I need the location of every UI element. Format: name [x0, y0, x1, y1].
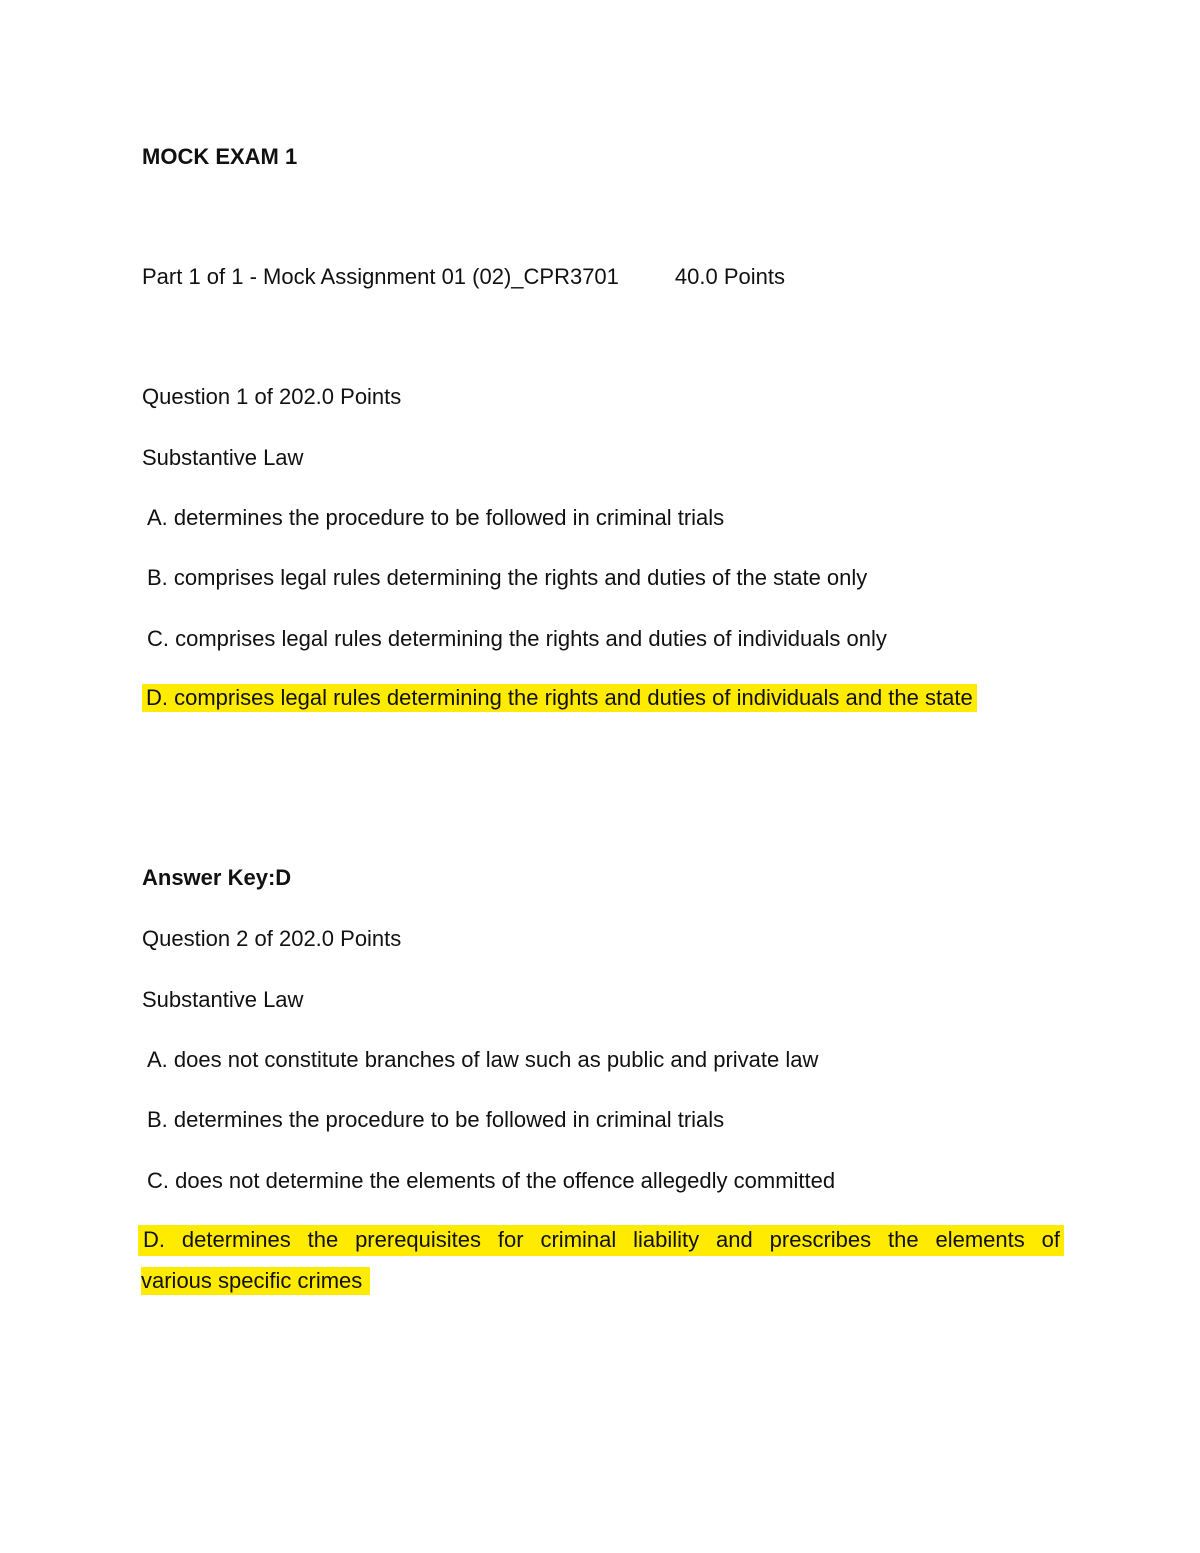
question-2-option-d-highlight-1: D. determines the prerequisites for criminal liability and prescribes the elements of — [138, 1225, 1064, 1256]
question-1-option-d-highlight: D. comprises legal rules determining the rights and duties of individuals and the state — [142, 684, 977, 712]
question-2-option-d-highlight-2: various specific crimes — [141, 1267, 370, 1295]
question-1-option-a: A. determines the procedure to be followed in criminal trials — [147, 505, 725, 530]
question-1-header: Question 1 of 202.0 Points — [142, 384, 402, 409]
part-points: 40.0 Points — [674, 264, 785, 289]
question-2-option-b: B. determines the procedure to be followed in criminal trials — [147, 1107, 725, 1132]
page-title: MOCK EXAM 1 — [142, 144, 298, 169]
part-label: Part 1 of 1 - Mock Assignment 01 (02)_CPR3701 — [142, 264, 619, 289]
question-1-option-c: C. comprises legal rules determining the rights and duties of individuals only — [147, 626, 887, 651]
question-2-option-d-line-2 — [142, 1267, 370, 1295]
question-2-header: Question 2 of 202.0 Points — [142, 926, 402, 951]
question-2-option-a: A. does not constitute branches of law such as public and private law — [147, 1047, 819, 1072]
question-1-option-d — [147, 684, 977, 712]
part-header — [142, 263, 785, 291]
question-1-topic: Substantive Law — [142, 445, 304, 470]
question-2-topic: Substantive Law — [142, 987, 304, 1012]
question-2-option-c: C. does not determine the elements of the offence allegedly committed — [147, 1168, 836, 1193]
question-2-option-d-line-1 — [142, 1225, 1064, 1256]
question-1-option-b: B. comprises legal rules determining the rights and duties of the state only — [147, 565, 868, 590]
answer-key: Answer Key:D — [142, 865, 292, 890]
